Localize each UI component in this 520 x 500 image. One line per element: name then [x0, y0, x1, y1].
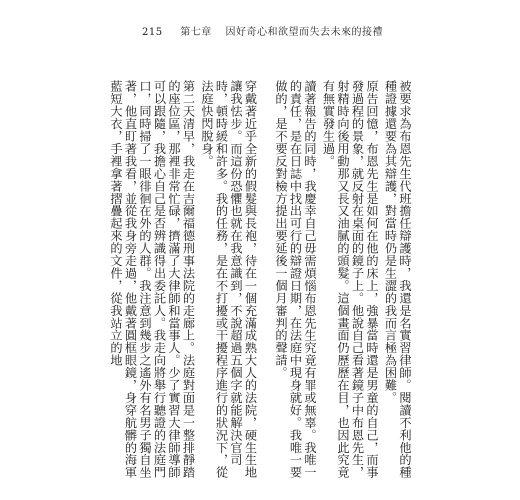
paragraph: 原告回憶，布恩先生是如何在他的床上，強暴當時還是男童的自己，而事發過程的景象，就反射在桌面的鏡子上。他說自己看著鏡子中布恩先生，射精時向後用動那又長又油膩的頭髮。這個畫面仍歷歷在目，也因此究竟有無實發生過。 [321, 80, 379, 479]
chapter-label: 第七章 [180, 27, 212, 38]
chapter-title: 因好奇心和欲望而失去未來的接禮 [225, 27, 383, 38]
paragraph: 第二天清早，我走在吉爾福德刑事法院的走廊上。法庭對面是一整排靜踏的座位區，那裡非常忙碌，擠滿了大律師和當事人。少了實習大律師導師可以跟隨，我擔心自己是否辨識得出委託人。我走向將舉行聽證的法庭門口，同時掃了一眼徘徊在外的人群。我注意到幾步之遙外有名男子獨自坐著，他直盯著我看，並從我身旁走過，他戴著圓框眼鏡，身穿航髒的海軍藍短大衣，手裡拿著摺疊起來的文件，從我站立的地 [109, 80, 196, 479]
running-header [142, 23, 383, 38]
paragraph: 穿戴著近乎全新的假髮與長袍，待在一個充滿成熟大人的法院，硬生生地讓我怯步。而這份恐懼也就在我意識到，不說超過五個字就能解決官司時，頓時緩和許多。我的任務，是在不打擾或干擾程序進行的狀況下，從法庭快閃脫身。 [200, 80, 258, 479]
page-number: 215 [142, 27, 163, 38]
vertical-body-text [109, 80, 412, 482]
paragraph: 讀著報告的同時，我慶幸自己毋需煩惱布恩先生究竟有罪或無辜。我唯一的責任，是在日誌中找出可行的辯證日期，在法庭中現身就好。我唯一要做的，是不要反對檢方提出要延後一個月審判的聲請。 [274, 80, 317, 479]
paragraph: 被要求為布恩先生代班擔任辯護時，我還是名實習律師。閱讀不利他的種種證據還要為其辯護，對當時仍是生澀的我而言極為困難。 [383, 80, 412, 479]
